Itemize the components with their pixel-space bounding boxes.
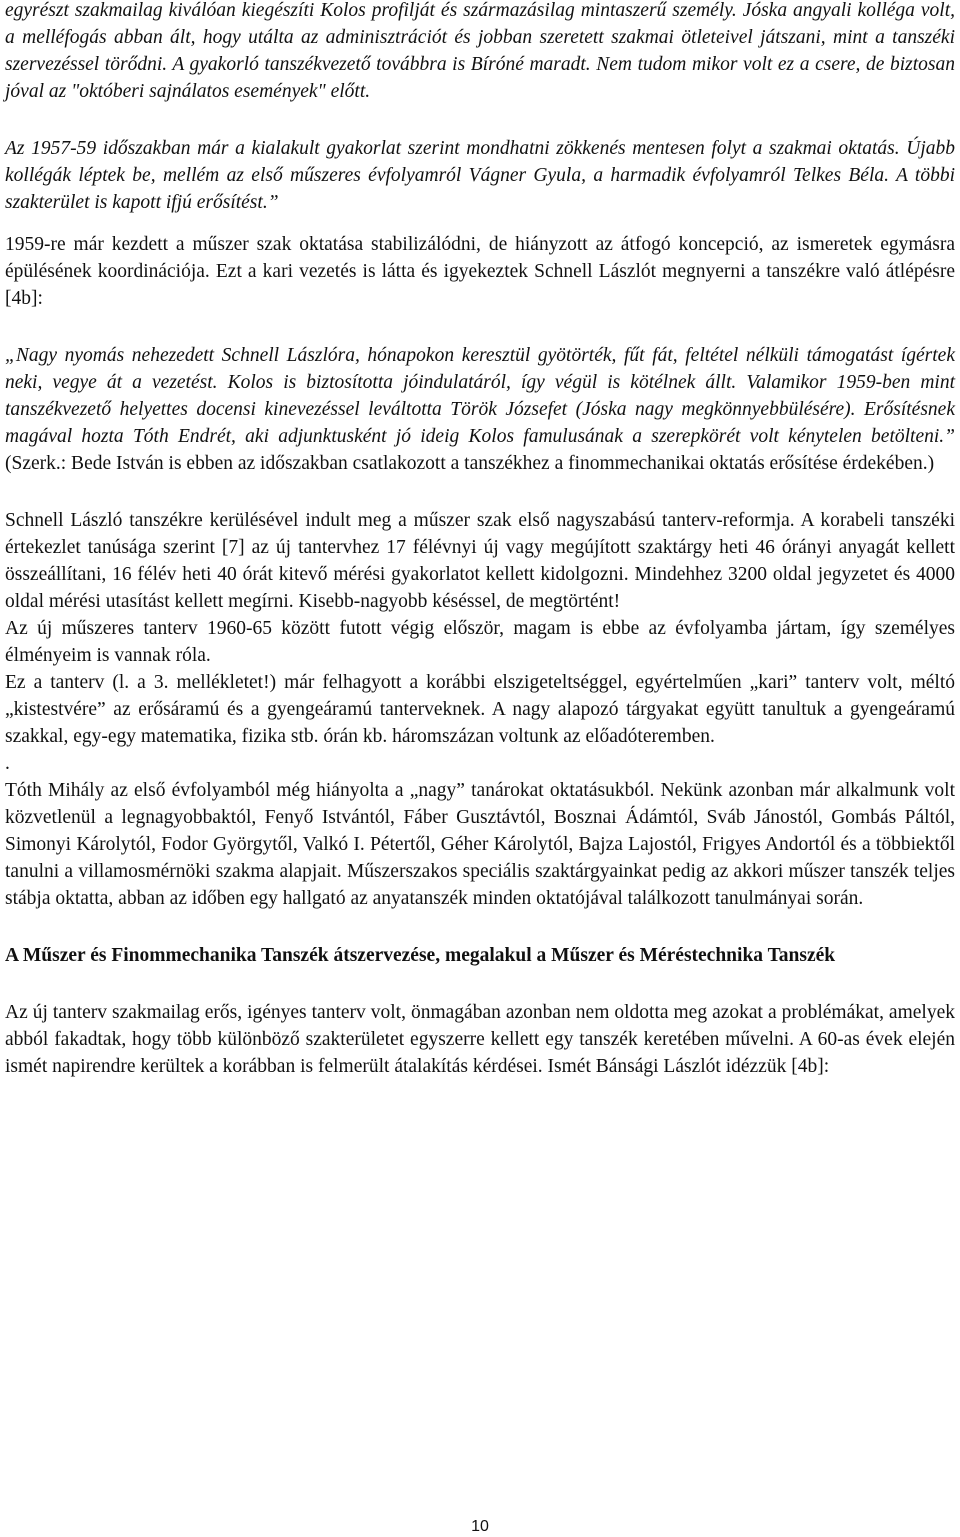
schnell-quote-text: „Nagy nyomás nehezedett Schnell Lászlóra, hónapokon keresztül gyötörték, fűt fát, feltétel nélküli támogatást ígértek neki, vegye át a vezetést. Kolos is biztosította jóindulatáról, így végül is kötélnek állt. Valamikor 1959-ben mint tanszékvezető helyettes docensi kinevezéssel leváltotta Török Józsefet (Jóska nagy megkönnyebbülésére). Erősítésnek magával hozta Tóth Endrét, aki adjunktusként jó ideig Kolos famulusának a szerepkörét volt kénytelen betölteni.” <box>5 345 955 447</box>
paragraph-curriculum-reform: Schnell László tanszékre kerülésével indult meg a műszer szak első nagyszabású tanterv-reformja. A korabeli tanszéki értekezlet tanúsága szerint [7] az új tantervhez 17 félévnyi új vagy megújított szaktárgy heti 46 órányi anyagát kellett összeállítani, 16 félév heti 40 órát kitevő mérési gyakorlatot kellett kidolgozni. Mindehhez 3200 oldal jegyzetet és 4000 oldal mérési utasítást kellett megírni. Kisebb-nagyobb késéssel, de megtörtént! <box>5 510 955 612</box>
editor-note: (Szerk.: Bede István is ebben az időszakban csatlakozott a tanszékhez a finommechanikai oktatás erősítése érdekében.) <box>5 453 935 474</box>
paragraph-schnell-quote <box>5 342 955 477</box>
paragraph-1959: 1959-re már kezdett a műszer szak oktatása stabilizálódni, de hiányzott az átfogó koncepció, az ismeretek egymásra épülésének koordinációja. Ezt a kari vezetés is látta és igyekeztek Schnell Lászlót megnyerni a tanszékre való átlépésre [4b]: <box>5 234 955 309</box>
paragraph-new-curriculum: Az új műszeres tanterv 1960-65 között futott végig először, magam is ebbe az évfolyamba jártam, így személyes élményeim is vannak róla. <box>5 618 955 666</box>
document-page <box>5 0 955 1080</box>
page-number: 10 <box>471 1518 489 1535</box>
paragraph-reorganization: Az új tanterv szakmailag erős, igényes tanterv volt, önmagában azonban nem oldotta meg azokat a problémákat, amelyek abból fakadtak, hogy több különböző szakterületet egyszerre kellett egy tanszék keretében művelni. A 60-as évek elején ismét napirendre kerültek a korábban is felmerült átalakítás kérdései. Ismét Bánsági Lászlót idézzük [4b]: <box>5 1002 955 1077</box>
section-heading: A Műszer és Finommechanika Tanszék átszervezése, megalakul a Műszer és Méréstechnika Tanszék <box>5 945 836 966</box>
stray-dot: . <box>5 753 10 774</box>
paragraph-1957-59: Az 1957-59 időszakban már a kialakult gyakorlat szerint mondhatni zökkenés mentesen folyt a szakmai oktatás. Újabb kollégák léptek be, mellém az első műszeres évfolyamról Vágner Gyula, a harmadik évfolyamról Telkes Béla. A többi szakterület is kapott ifjú erősítést.” <box>5 138 955 213</box>
paragraph-faculty-curriculum: Ez a tanterv (l. a 3. mellékletet!) már felhagyott a korábbi elszigeteltséggel, egyértelműen „kari” tanterv volt, méltó „kistestvére” az erősáramú és a gyengeáramú tanterveknek. A nagy alapozó tárgyakat együtt tanultuk a gyengeáramú szakkal, egy-egy matematika, fizika stb. órán kb. háromszázan voltunk az előadóteremben. <box>5 672 955 747</box>
paragraph-intro-quote: egyrészt szakmailag kiválóan kiegészíti Kolos profilját és származásilag mintaszerű személy. Jóska angyali kolléga volt, a melléfogás abban ált, hogy utálta az adminisztrációt és jobban szeretett szakmai ötleteivel játszani, mint a tanszéki szervezéssel törődni. A gyakorló tanszékvezető továbbra is Bíróné maradt. Nem tudom mikor volt ez a csere, de biztosan jóval az "októberi sajnálatos események" előtt. <box>5 0 955 102</box>
paragraph-professors: Tóth Mihály az első évfolyamból még hiányolta a „nagy” tanárokat oktatásukból. Nekünk azonban már alkalmunk volt közvetlenül a legnagyobbaktól, Fenyő Istvántól, Fáber Gusztávtól, Bosznai Ádámtól, Sváb Jánostól, Gombás Páltól, Simonyi Károlytól, Fodor Györgytől, Valkó I. Pétertől, Géher Károlytól, Bajza Lajostól, Frigyes Andortól és a többiektől tanulni a villamosmérnöki szakma alapjait. Műszerszakos speciális szaktárgyainkat pedig az akkori műszer tanszék teljes stábja oktatta, abban az időben egy hallgató az anyatanszék minden oktatójával találkozott tanulmányai során. <box>5 780 955 909</box>
